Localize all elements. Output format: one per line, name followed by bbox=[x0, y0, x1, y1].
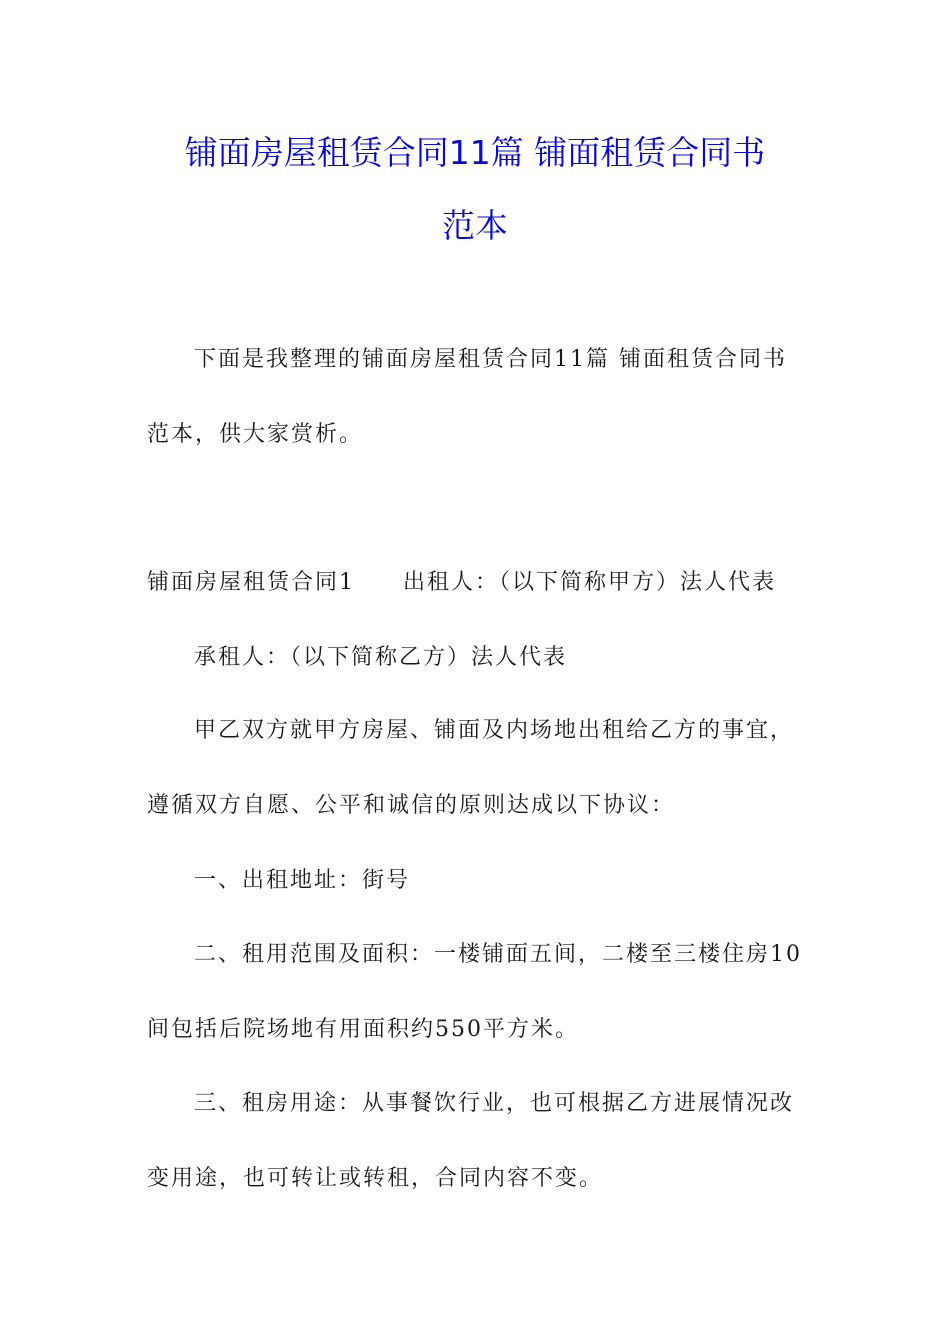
clause-2-line-1: 二、租用范围及面积：一楼铺面五间，二楼至三楼住房10 bbox=[194, 942, 802, 967]
intro-paragraph-line-1: 下面是我整理的铺面房屋租赁合同11篇 铺面租赁合同书 bbox=[194, 347, 787, 372]
clause-2-line-2: 间包括后院场地有用面积约550平方米。 bbox=[147, 1017, 579, 1042]
clause-3-line-1: 三、租房用途：从事餐饮行业，也可根据乙方进展情况改 bbox=[194, 1091, 795, 1116]
document-title-line-2: 范本 bbox=[442, 206, 508, 245]
document-title-line-1: 铺面房屋租赁合同11篇 铺面租赁合同书 bbox=[184, 133, 766, 172]
clause-3-line-2: 变用途，也可转让或转租，合同内容不变。 bbox=[147, 1166, 604, 1191]
preamble-line-1: 甲乙双方就甲方房屋、铺面及内场地出租给乙方的事宜， bbox=[194, 718, 795, 743]
intro-paragraph-line-2: 范本，供大家赏析。 bbox=[147, 422, 364, 447]
clause-1: 一、出租地址：街号 bbox=[194, 868, 411, 893]
contract-heading: 铺面房屋租赁合同1 bbox=[147, 570, 355, 595]
lessee-line: 承租人：（以下简称乙方）法人代表 bbox=[194, 645, 568, 670]
preamble-line-2: 遵循双方自愿、公平和诚信的原则达成以下协议： bbox=[147, 793, 676, 818]
lessor-line: 出租人：（以下简称甲方）法人代表 bbox=[403, 570, 777, 595]
contract-heading-row bbox=[147, 568, 776, 598]
